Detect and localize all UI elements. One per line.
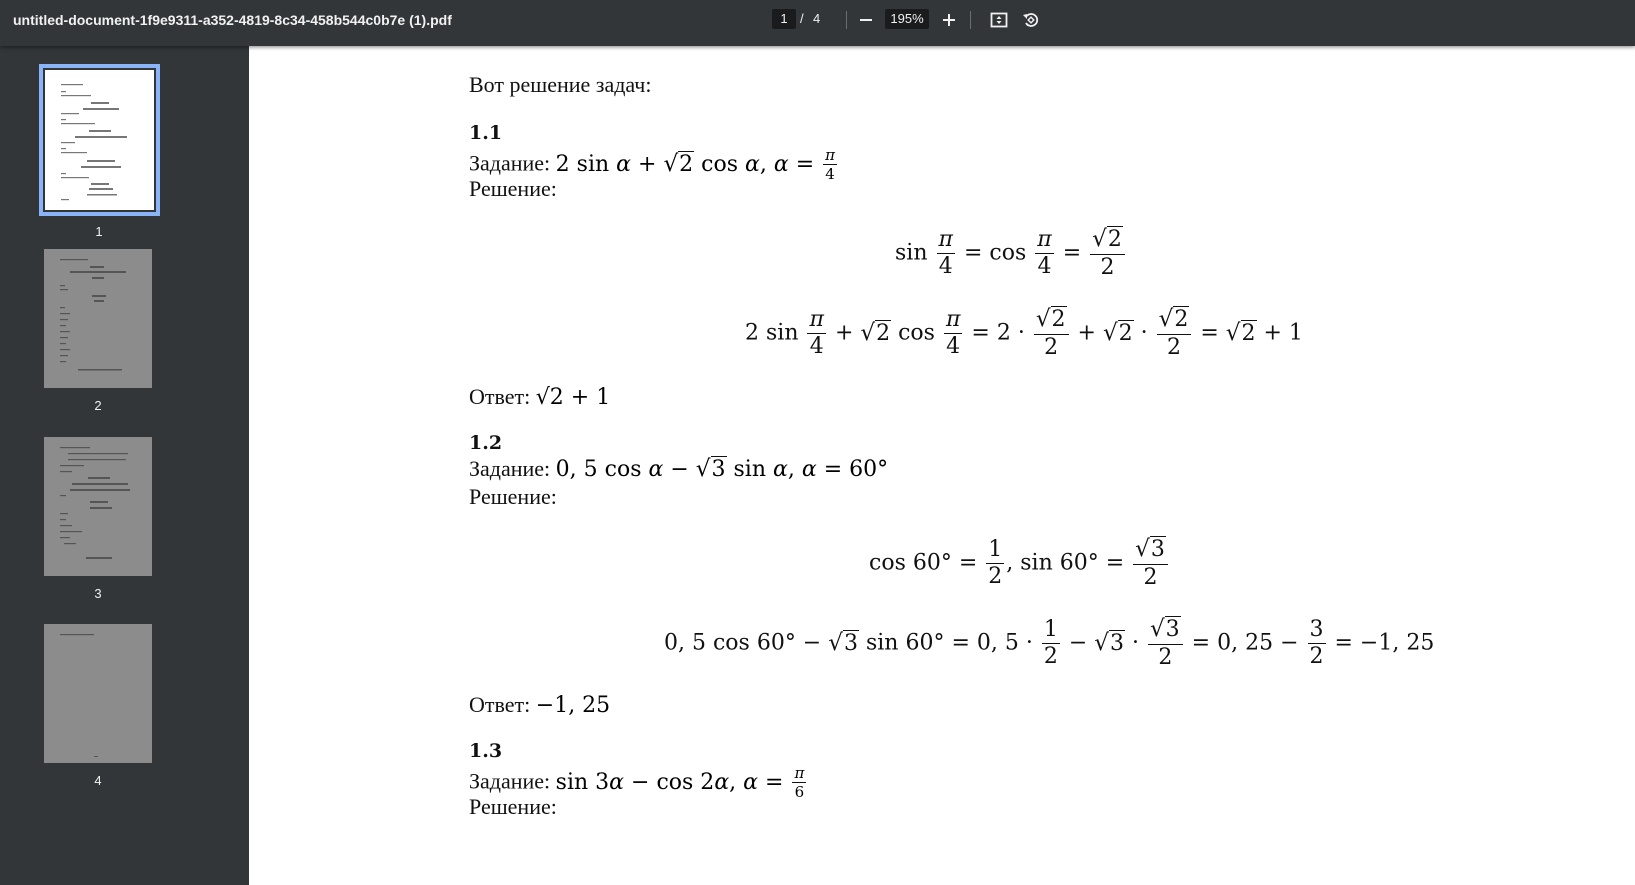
rotate-button[interactable] (1017, 6, 1045, 34)
task-label: Задание: (469, 768, 551, 794)
solution-label: Решение: (469, 484, 557, 509)
zoom-out-button[interactable] (852, 6, 880, 34)
plus-icon (942, 13, 956, 27)
thumbnail-image (45, 70, 154, 210)
section-number: 1.3 (469, 740, 503, 762)
section-number: 1.2 (469, 432, 503, 454)
thumbnail-content (44, 624, 152, 763)
thumbnail-label: 1 (95, 224, 103, 239)
thumbnail-page-2[interactable] (44, 249, 152, 413)
page-number-input[interactable]: 1 (772, 9, 796, 29)
answer-label: Ответ: (469, 384, 531, 409)
section-number: 1.1 (469, 122, 503, 144)
thumbnail-content (44, 249, 152, 388)
thumbnail-label: 3 (94, 586, 102, 601)
answer-value: −1, 25 (535, 693, 611, 718)
task-line (469, 456, 888, 482)
pdf-page (249, 46, 1635, 885)
intro-text: Вот решение задач: (469, 72, 652, 97)
task-formula: sin 3α − cos 2α, α = $\frac{\pi}{6}$ (555, 764, 805, 801)
document-title: untitled-document-1f9e9311-a352-4819-8c34-458b544c0b7e (1).pdf (13, 12, 452, 28)
thumbnail-page-1[interactable] (39, 64, 160, 239)
answer-line (469, 692, 610, 718)
fit-page-icon (990, 11, 1008, 29)
task-formula: 0, 5 cos α − √3 sin α, α = 60° (555, 456, 889, 482)
answer-label: Ответ: (469, 692, 531, 717)
rotate-icon (1022, 11, 1040, 29)
equation: sin $\frac{\pi}{4}$ = cos $\frac{\pi}{4}$ = $\frac{√2}{2}$ (895, 226, 1127, 281)
page-separator: / (800, 11, 804, 26)
solution-label: Решение: (469, 176, 557, 201)
toolbar-divider (846, 11, 847, 29)
thumbnail-image (44, 249, 152, 388)
fit-page-button[interactable] (985, 6, 1013, 34)
thumbnail-label: 2 (94, 398, 102, 413)
answer-value: √2 + 1 (535, 385, 611, 410)
task-label: Задание: (469, 150, 551, 176)
pdf-toolbar (0, 0, 1635, 46)
equation: 0, 5 cos 60° − √3 sin 60° = 0, 5 · $\frac{1}{2}$ − √3 · $\frac{√3}{2}$ = 0, 25 − $\frac{3}{2}$ = −1, 25 (664, 616, 1435, 670)
thumbnail-content (44, 437, 152, 576)
zoom-in-button[interactable] (935, 6, 963, 34)
thumbnail-image (44, 437, 152, 576)
answer-line (469, 384, 610, 410)
page-total: 4 (813, 11, 821, 26)
equation: cos 60° = $\frac{1}{2}$ , sin 60° = $\frac{√3}{2}$ (869, 536, 1170, 591)
thumbnail-page-3[interactable] (44, 437, 152, 601)
thumbnail-page-4[interactable] (44, 624, 152, 788)
task-label: Задание: (469, 456, 551, 481)
solution-label: Решение: (469, 794, 557, 819)
thumbnail-sidebar (0, 46, 249, 885)
minus-icon (859, 13, 873, 27)
document-viewer[interactable] (249, 46, 1635, 885)
equation: 2 sin $\frac{\pi}{4}$ + √2 cos $\frac{\pi}{4}$ = 2 · $\frac{√2}{2}$ + √2 · $\frac{√2}{2}$ = √2 + 1 (745, 306, 1303, 360)
zoom-level-input[interactable]: 195% (885, 9, 929, 29)
task-formula: 2 sin α + √2 cos α, α = $\frac{\pi}{4}$ (555, 146, 835, 183)
thumbnail-label: 4 (94, 773, 102, 788)
toolbar-divider (970, 11, 971, 29)
thumbnail-content (45, 70, 154, 210)
thumbnail-image (44, 624, 152, 763)
